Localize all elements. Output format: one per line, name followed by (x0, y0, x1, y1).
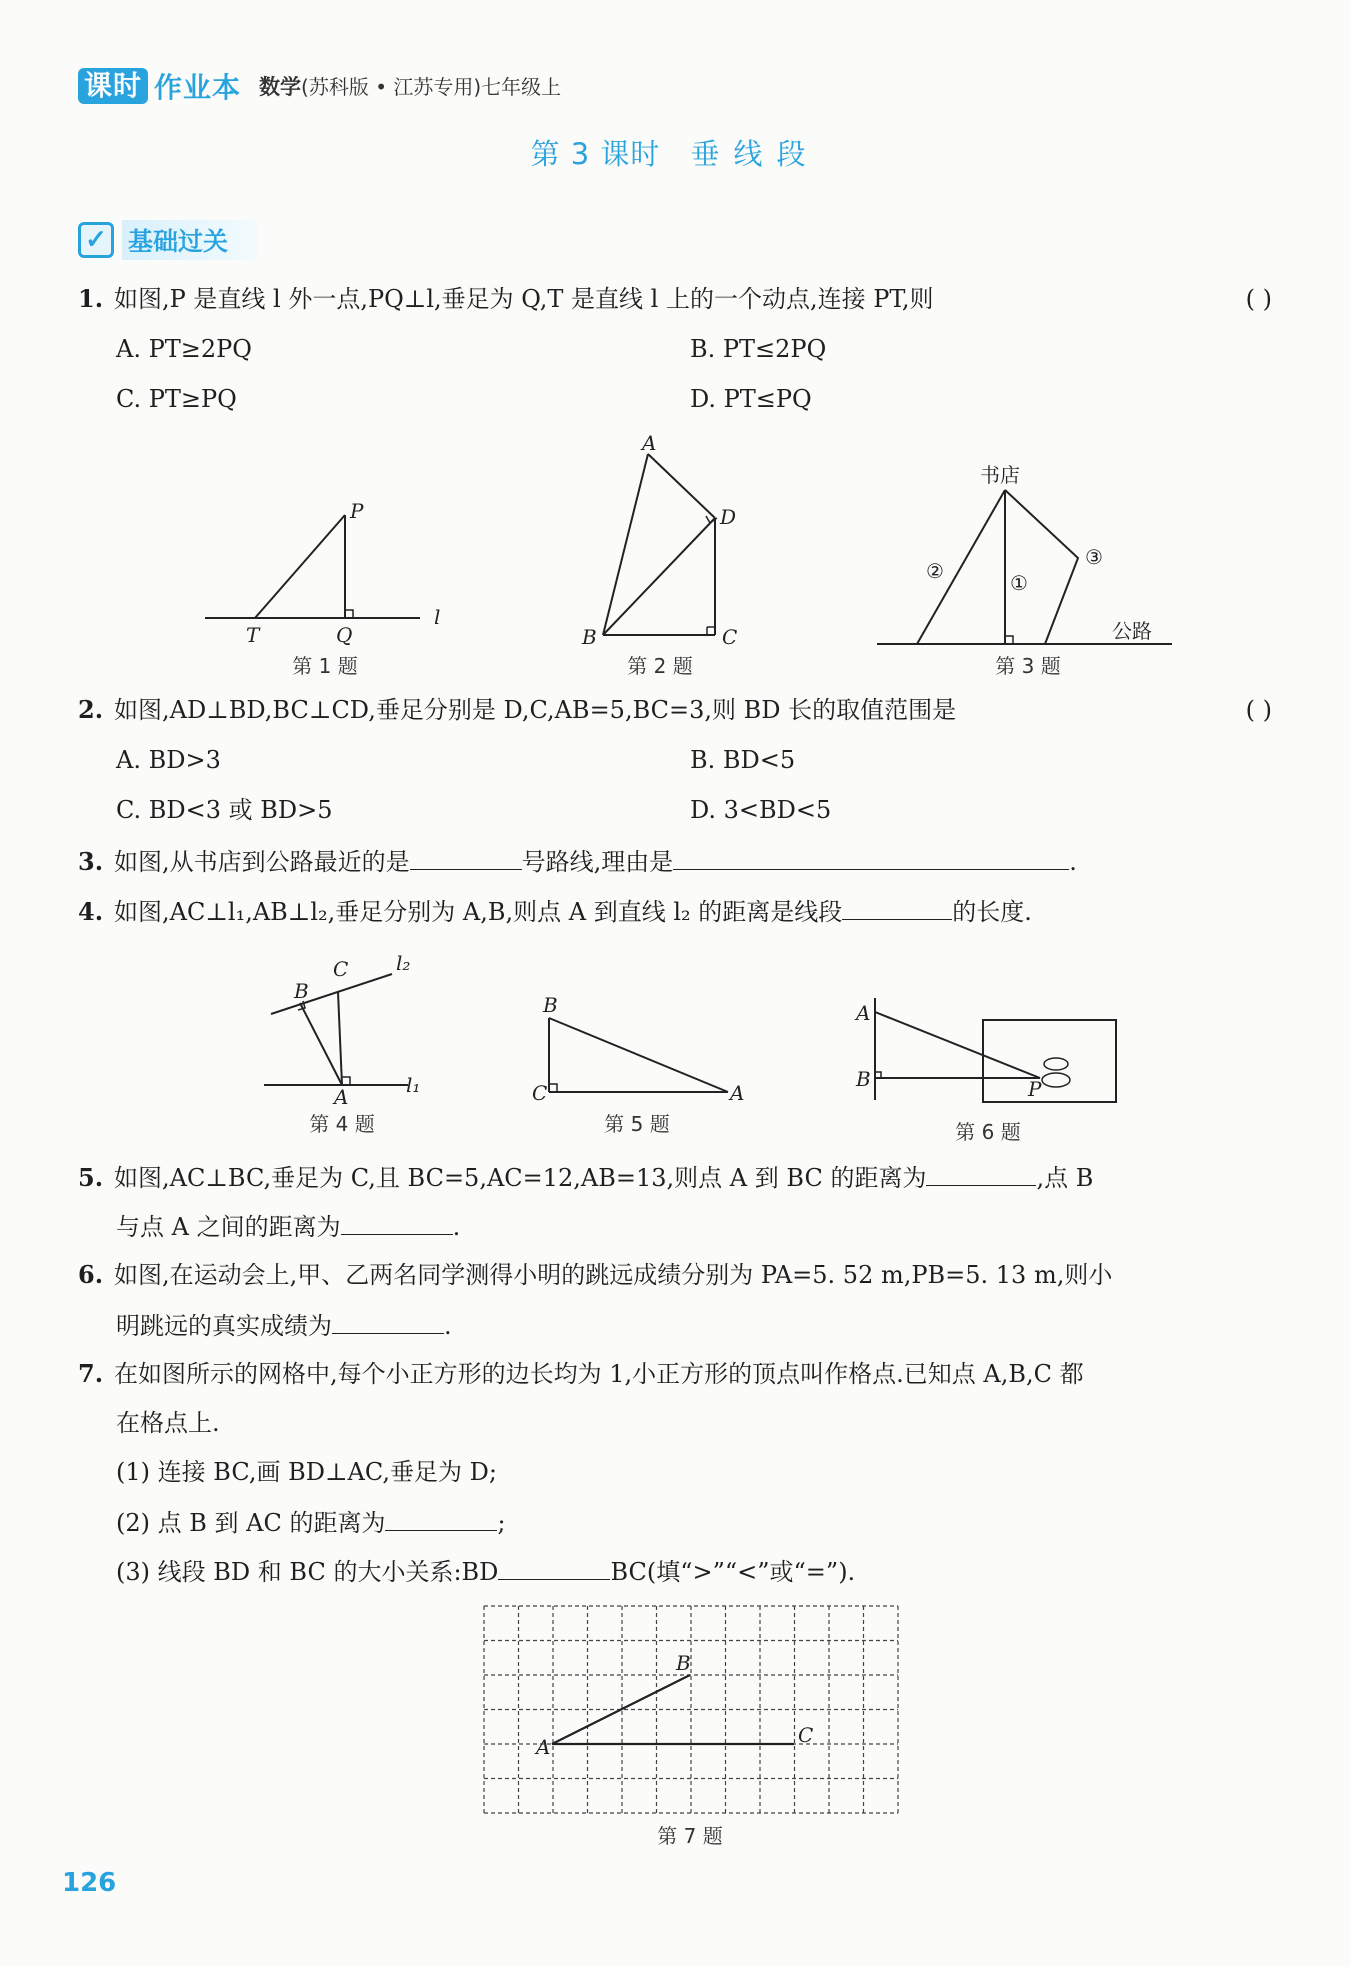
caption-fig-2: 第 2 题 (627, 654, 693, 678)
figure-6 (875, 998, 1116, 1102)
blank-q3-reason[interactable] (673, 843, 1069, 870)
caption-fig-6: 第 6 题 (955, 1120, 1021, 1144)
question-7-part-3: (3) 线段 BD 和 BC 的大小关系:BD BC(填“>”“<”或“=”). (116, 1553, 855, 1589)
f4-label-c: C (333, 957, 349, 981)
q2-option-a: A. BD>3 (116, 746, 221, 774)
blank-q7-compare[interactable] (498, 1553, 610, 1580)
blank-q4[interactable] (842, 893, 952, 920)
f2-label-c: C (722, 625, 738, 649)
figure-7 (480, 1600, 900, 1830)
f1-label-p: P (350, 499, 364, 523)
f7-label-c: C (798, 1723, 814, 1747)
question-4: 4. 如图,AC⊥l₁,AB⊥l₂,垂足分别为 A,B,则点 A 到直线 l₂ 的距离是线段 的长度. (78, 893, 1032, 929)
caption-fig-3: 第 3 题 (995, 654, 1061, 678)
f5-label-b: B (543, 993, 558, 1017)
question-1: 1. 如图,P 是直线 l 外一点,PQ⊥l,垂足为 Q,T 是直线 l 上的一个动点,连接 PT,则 (78, 284, 934, 313)
question-7-part-1: (1) 连接 BC,画 BD⊥AC,垂足为 D; (116, 1458, 497, 1486)
f7-label-a: A (536, 1735, 551, 1759)
question-7-cont: 在格点上. (116, 1409, 220, 1437)
caption-fig-1: 第 1 题 (292, 654, 358, 678)
logo-zuoyeben: 作业本 (154, 71, 242, 104)
figure-1 (205, 515, 420, 618)
question-6-cont: 明跳远的真实成绩为 . (116, 1307, 452, 1343)
question-5: 5. 如图,AC⊥BC,垂足为 C,且 BC=5,AC=12,AB=13,则点 A 到 BC 的距离为 ,点 B (78, 1159, 1093, 1195)
answer-paren-1: ( ) (1245, 285, 1272, 313)
caption-fig-7: 第 7 题 (657, 1824, 723, 1848)
q1-option-c: C. PT≥PQ (116, 385, 237, 413)
question-3: 3. 如图,从书店到公路最近的是 号路线,理由是 . (78, 843, 1077, 879)
question-7: 7. 在如图所示的网格中,每个小正方形的边长均为 1,小正方形的顶点叫作格点.已知点 A,B,C 都 (78, 1359, 1084, 1388)
f6-label-p: P (1028, 1077, 1042, 1101)
figures-row-1 (0, 420, 1350, 685)
logo-keshi: 课时 (78, 68, 148, 104)
checkmark-icon: ✓ (78, 222, 114, 258)
figure-4 (264, 974, 408, 1085)
f6-label-b: B (856, 1067, 871, 1091)
q2-option-d: D. 3<BD<5 (690, 796, 832, 824)
f7-label-b: B (676, 1651, 691, 1675)
f2-label-a: A (642, 431, 657, 455)
q2-option-c: C. BD<3 或 BD>5 (116, 796, 333, 824)
f1-label-t: T (246, 623, 260, 647)
f3-route-1: ① (1010, 571, 1028, 595)
f5-label-c: C (532, 1081, 548, 1105)
section-title: 基础过关 (122, 220, 258, 260)
f3-label-shop: 书店 (980, 463, 1020, 487)
lesson-title: 第 3 课时 垂线段 (530, 137, 820, 171)
question-7-part-2: (2) 点 B 到 AC 的距离为 ; (116, 1504, 506, 1540)
f4-label-l1: l₁ (406, 1073, 421, 1097)
section-header (78, 218, 258, 262)
f5-label-a: A (730, 1081, 745, 1105)
f1-label-q: Q (336, 623, 353, 647)
blank-q7-distance[interactable] (385, 1504, 497, 1531)
question-5-cont: 与点 A 之间的距离为 . (116, 1208, 460, 1244)
f6-label-a: A (856, 1001, 871, 1025)
question-2: 2. 如图,AD⊥BD,BC⊥CD,垂足分别是 D,C,AB=5,BC=3,则 BD 长的取值范围是 (78, 695, 957, 724)
f3-label-road: 公路 (1112, 619, 1152, 643)
caption-fig-4: 第 4 题 (309, 1112, 375, 1136)
figure-2 (603, 454, 717, 635)
caption-fig-5: 第 5 题 (604, 1112, 670, 1136)
f2-label-d: D (720, 505, 737, 529)
blank-q5-distance-ab[interactable] (341, 1208, 453, 1235)
f3-route-3: ③ (1085, 545, 1103, 569)
page-number: 126 (62, 1868, 117, 1898)
f4-label-l2: l₂ (396, 951, 411, 975)
figure-5 (549, 1018, 728, 1092)
q1-option-b: B. PT≤2PQ (690, 335, 827, 363)
header-brand (78, 66, 561, 106)
blank-q6[interactable] (332, 1307, 444, 1334)
f4-label-b: B (294, 979, 309, 1003)
blank-q3-route[interactable] (410, 843, 522, 870)
q1-option-d: D. PT≤PQ (690, 385, 812, 413)
answer-paren-2: ( ) (1245, 696, 1272, 724)
q2-option-b: B. BD<5 (690, 746, 796, 774)
f4-label-a: A (334, 1085, 349, 1109)
f1-label-l: l (434, 605, 441, 629)
f3-route-2: ② (926, 559, 944, 583)
q1-option-a: A. PT≥2PQ (116, 335, 252, 363)
question-6: 6. 如图,在运动会上,甲、乙两名同学测得小明的跳远成绩分别为 PA=5. 52 m,PB=5. 13 m,则小 (78, 1260, 1113, 1289)
subject-line: 数学(苏科版 • 江苏专用)七年级上 (259, 75, 562, 99)
blank-q5-distance-a-bc[interactable] (926, 1159, 1036, 1186)
f2-label-b: B (582, 625, 597, 649)
